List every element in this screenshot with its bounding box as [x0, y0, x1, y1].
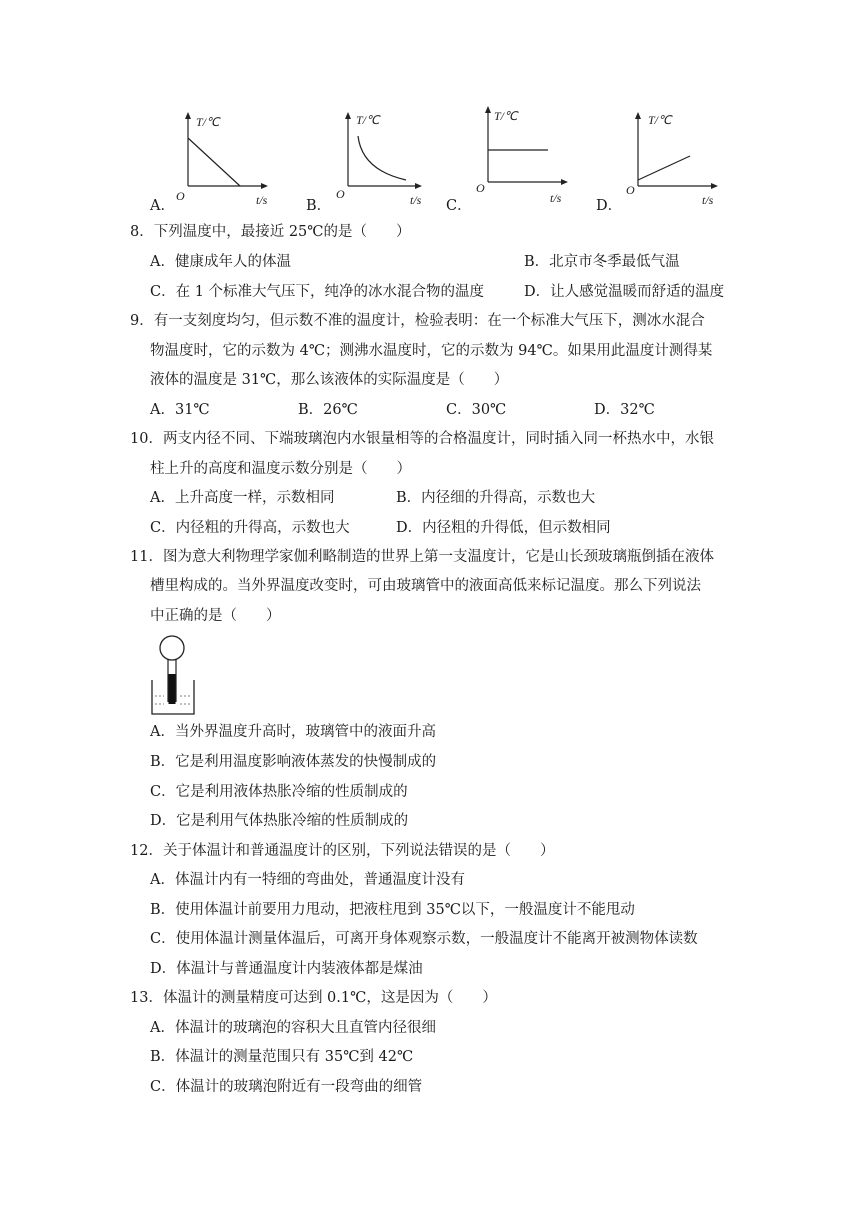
q12-option-b: B．使用体温计前要用力甩动，把液柱甩到 35℃以下，一般温度计不能甩动	[150, 902, 635, 918]
q9-option-c: C．30℃	[446, 402, 507, 418]
q9-line1: 9．有一支刻度均匀，但示数不准的温度计，检验表明：在一个标准大气压下，测冰水混合	[130, 313, 705, 329]
q11-option-d: D．它是利用气体热胀冷缩的性质制成的	[150, 813, 409, 829]
q11-line1: 11．图为意大利物理学家伽利略制造的世界上第一支温度计，它是山长颈玻璃瓶倒插在液体	[130, 549, 714, 565]
graph-c-ylabel: T/℃	[494, 109, 518, 123]
q10-option-a: A．上升高度一样，示数相同	[150, 490, 335, 506]
q13-option-c: C．体温计的玻璃泡附近有一段弯曲的细管	[150, 1079, 423, 1095]
graph-c-xlabel: t/s	[550, 191, 562, 204]
graph-a-svg	[172, 108, 272, 208]
graph-d-xlabel: t/s	[702, 193, 714, 207]
graph-d	[622, 108, 722, 212]
q10-line1: 10．两支内径不同、下端玻璃泡内水银量相等的合格温度计，同时插入同一杯热水中，水银	[130, 431, 714, 447]
graph-d-origin: O	[626, 183, 635, 197]
graph-b-origin: O	[336, 187, 345, 201]
q13-option-b: B．体温计的测量范围只有 35℃到 42℃	[150, 1049, 414, 1065]
q8-stem: 8．下列温度中，最接近 25℃的是（ ）	[130, 224, 411, 240]
graph-d-ylabel: T/℃	[648, 113, 672, 127]
graph-b	[330, 108, 430, 212]
q12-stem: 12．关于体温计和普通温度计的区别，下列说法错误的是（ ）	[130, 843, 555, 859]
q9-option-b: B．26℃	[298, 402, 358, 418]
q13-option-a: A．体温计的玻璃泡的容积大且直管内径很细	[150, 1020, 436, 1036]
q13-stem: 13．体温计的测量精度可达到 0.1℃，这是因为（ ）	[130, 990, 497, 1006]
graph-b-curve	[358, 136, 406, 180]
graph-a	[172, 108, 272, 212]
q9-line2: 物温度时，它的示数为 4℃；测沸水温度时，它的示数为 94℃。如果用此温度计测得某	[150, 343, 713, 359]
graph-d-svg	[622, 108, 722, 208]
liquid-column	[169, 674, 176, 704]
q10-line2: 柱上升的高度和温度示数分别是（ ）	[150, 461, 411, 477]
q11-option-a: A．当外界温度升高时，玻璃管中的液面升高	[150, 724, 436, 740]
graph-option-b-label: B．	[306, 198, 332, 214]
graph-a-line	[188, 138, 240, 186]
graph-b-ylabel: T/℃	[356, 113, 380, 127]
q11-line3: 中正确的是（ ）	[150, 608, 281, 624]
q10-option-c: C．内径粗的升得高，示数也大	[150, 520, 350, 536]
q9-line3: 液体的温度是 31℃，那么该液体的实际温度是（ ）	[150, 372, 509, 388]
q8-option-c: C．在 1 个标准大气压下，纯净的冰水混合物的温度	[150, 284, 485, 300]
glass-bulb	[160, 636, 184, 660]
graph-c-svg	[472, 104, 572, 204]
graph-option-a-label: A．	[150, 198, 175, 214]
graph-a-origin: O	[176, 189, 185, 203]
q12-option-c: C．使用体温计测量体温后，可离开身体观察示数，一般温度计不能离开被测物体读数	[150, 931, 698, 947]
graph-a-ylabel: T/℃	[196, 115, 220, 129]
q12-option-a: A．体温计内有一特细的弯曲处，普通温度计没有	[150, 872, 465, 888]
q9-option-a: A．31℃	[150, 402, 210, 418]
graph-option-c-label: C．	[446, 198, 472, 214]
q10-option-b: B．内径细的升得高，示数也大	[396, 490, 596, 506]
graph-option-d-label: D．	[596, 198, 623, 214]
graph-c-origin: O	[476, 181, 485, 195]
q11-option-b: B．它是利用温度影响液体蒸发的快慢制成的	[150, 754, 437, 770]
graph-d-line	[638, 156, 690, 180]
q9-option-d: D．32℃	[594, 402, 655, 418]
q11-option-c: C．它是利用液体热胀冷缩的性质制成的	[150, 784, 408, 800]
graph-c	[472, 104, 572, 208]
galileo-thermometer-svg	[150, 634, 200, 716]
graph-b-xlabel: t/s	[410, 193, 422, 207]
q11-line2: 槽里构成的。当外界温度改变时，可由玻璃管中的液面高低来标记温度。那么下列说法	[150, 578, 701, 594]
graph-a-xlabel: t/s	[256, 193, 268, 207]
q8-option-d: D．让人感觉温暖而舒适的温度	[524, 284, 725, 300]
q12-option-d: D．体温计与普通温度计内装液体都是煤油	[150, 961, 423, 977]
q8-option-b: B．北京市冬季最低气温	[524, 254, 680, 270]
q10-option-d: D．内径粗的升得低，但示数相同	[396, 520, 611, 536]
graph-b-svg	[330, 108, 430, 208]
q8-option-a: A．健康成年人的体温	[150, 254, 291, 270]
galileo-thermometer-figure	[150, 634, 200, 720]
